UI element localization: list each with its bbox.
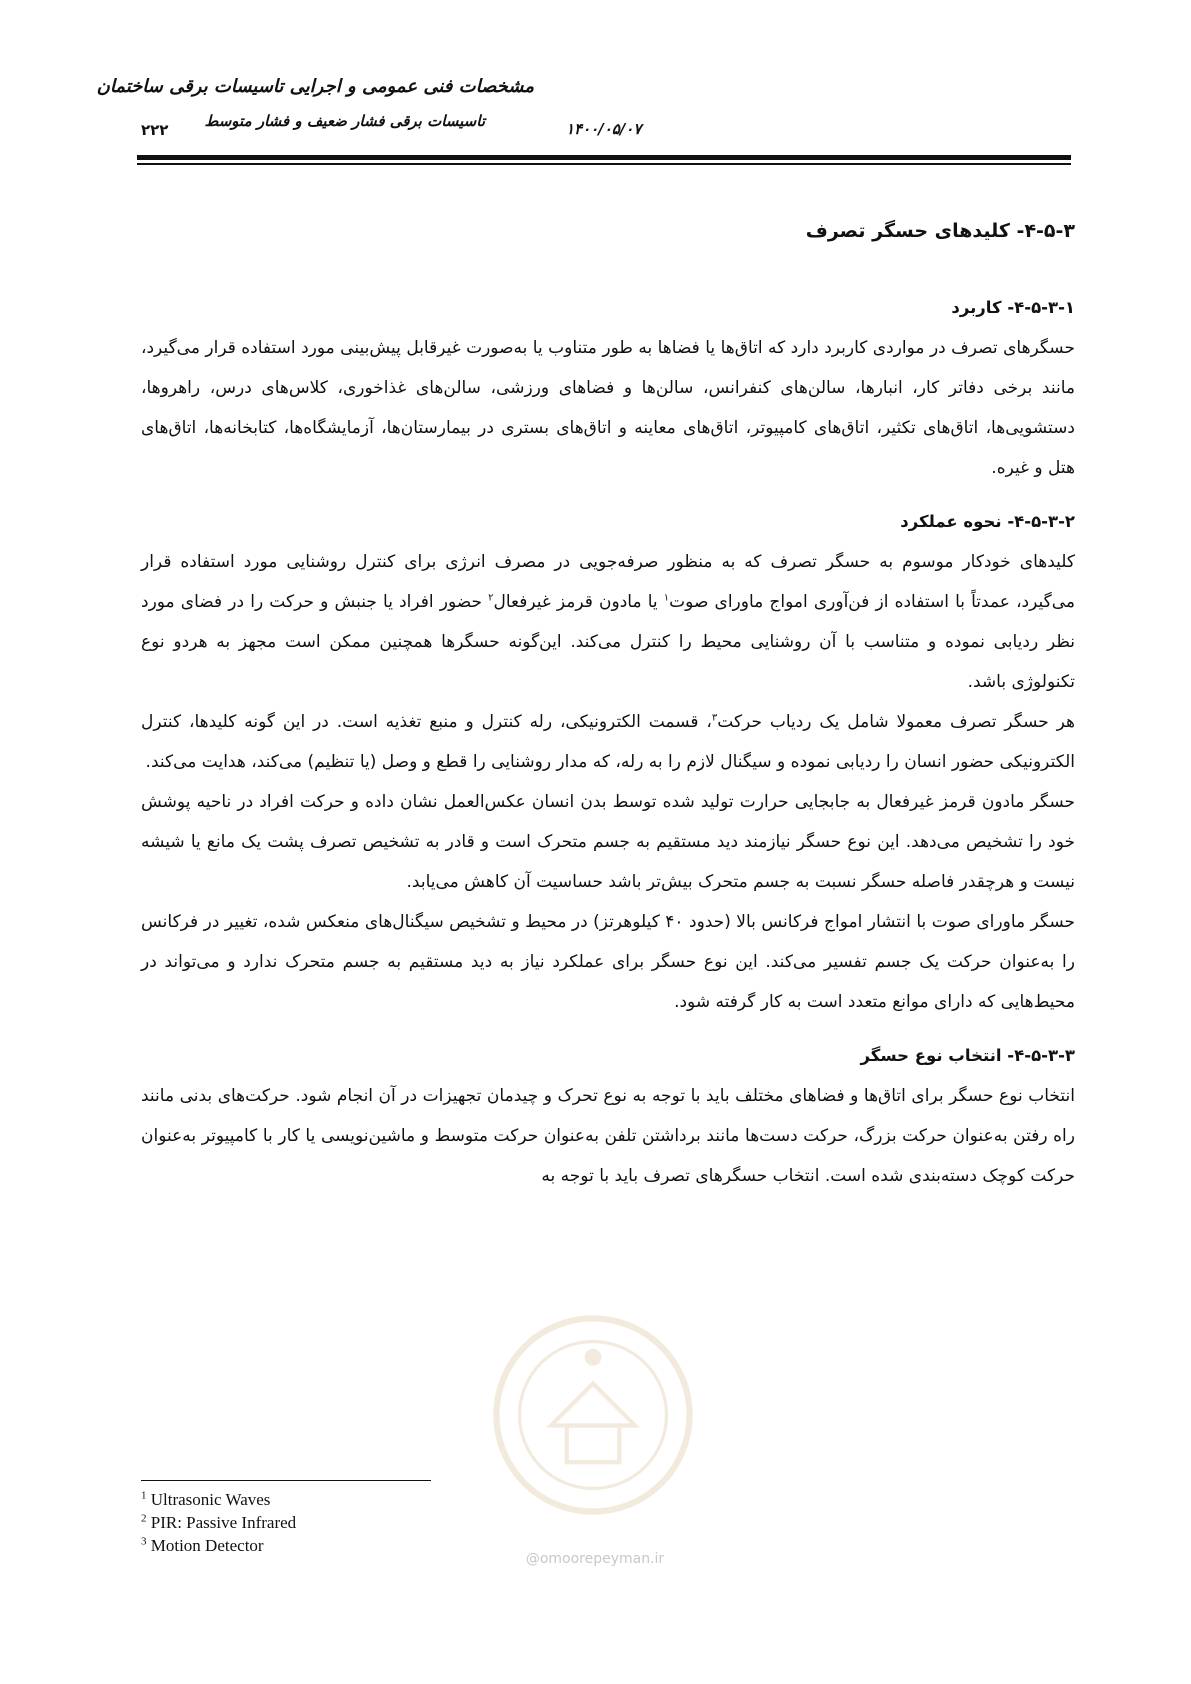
section-title: ۴-۵-۳- کلیدهای حسگر تصرف [805,220,1075,242]
header-date: ۱۴۰۰/۰۵/۰۷ [566,120,642,138]
subsection-title-selection: ۴-۵-۳-۳- انتخاب نوع حسگر [860,1046,1075,1065]
footnote-ref-1[interactable]: ۱ [663,592,670,604]
header-title: مشخصات فنی عمومی و اجرایی تاسیسات برقی ساختمان [96,76,534,97]
paragraph-operation-4: حسگر ماورای صوت با انتشار امواج فرکانس بالا (حدود ۴۰ کیلوهرتز) در محیط و تشخیص سیگنال‌های منعکس شده، تغییر در فرکانس را به‌عنوان حرکت یک جسم تفسیر می‌کند. این نوع حسگر برای عملکرد نیاز به دید مستقیم به جسم متحرک ندارد و می‌تواند در محیط‌هایی که دارای موانع متعدد است به کار گرفته شود. [141,912,1075,1012]
footnote-ref-2[interactable]: ۲ [488,592,494,604]
paragraph-operation-1: کلیدهای خودکار موسوم به حسگر تصرف که به منظور صرفه‌جویی در مصرف انرژی برای کنترل روشنایی مورد استفاده قرار می‌گیرد، عمدتاً با استفاده از فن‌آوری امواج ماورای صوت$^۱$ یا مادون قرمز غیرفعال$^۲$ حضور افراد یا جنبش و حرکت را در فضای مورد نظر ردیابی نموده و متناسب با آن روشنایی محیط را کنترل می‌کند. این‌گونه حسگرها همچنین ممکن است مجهز به هردو نوع تکنولوژی باشد. [141,552,1076,692]
header-subtitle: تاسیسات برقی فشار ضعیف و فشار متوسط [204,112,485,130]
footnote-3: $^3$ Motion Detector [141,1535,264,1555]
header-rule-thick [137,155,1071,160]
watermark-text: @omoorepeyman.ir [525,1551,665,1567]
footnote-1: $^1$ Ultrasonic Waves [141,1489,271,1509]
subsection-title-usage: ۴-۵-۳-۱- کاربرد [951,298,1075,317]
page-content [141,212,1075,1196]
seal-logo-icon [488,1310,698,1520]
paragraph-selection: انتخاب نوع حسگر برای اتاق‌ها و فضاهای مختلف باید با توجه به نوع تحرک و چیدمان تجهیزات در آن انجام شود. حرکت‌های بدنی مانند راه رفتن به‌عنوان حرکت بزرگ، حرکت دست‌ها مانند برداشتن تلفن به‌عنوان حرکت متوسط و ماشین‌نویسی یا کار با کامپیوتر به‌عنوان حرکت کوچک دسته‌بندی شده است. انتخاب حسگرهای تصرف باید با توجه به [141,1086,1075,1186]
footnote-ref-3[interactable]: ۳ [711,712,718,724]
paragraph-usage: حسگرهای تصرف در مواردی کاربرد دارد که اتاق‌ها یا فضاها به طور متناوب یا به‌صورت غیرقابل پیش‌بینی مورد استفاده قرار می‌گیرد، مانند برخی دفاتر کار، انبارها، سالن‌های کنفرانس، سالن‌ها و فضاهای ورزشی، سالن‌های غذاخوری، کلاس‌های درس، راهروها، دستشویی‌ها، اتاق‌های تکثیر، اتاق‌های کامپیوتر، اتاق‌های معاینه و اتاق‌های بستری در بیمارستان‌ها، آزمایشگاه‌ها، کتابخانه‌ها، اتاق‌های هتل و غیره. [141,338,1075,478]
paragraph-operation-2: هر حسگر تصرف معمولا شامل یک ردیاب حرکت$^۳$، قسمت الکترونیکی، رله کنترل و منبع تغذیه است. در این گونه کلیدها، کنترل الکترونیکی حضور انسان را ردیابی نموده و سیگنال لازم را به رله، که مدار روشنایی را قطع و وصل (یا تنظیم) می‌کند، هدایت می‌کند. [141,712,1075,772]
footnote-2: $^2$ PIR: Passive Infrared [141,1512,297,1532]
footnote-rule [141,1480,431,1481]
header-rule-thin [137,163,1071,165]
page-number: ۲۲۲ [141,121,169,139]
footnotes [141,1488,296,1557]
subsection-title-operation: ۴-۵-۳-۲- نحوه عملکرد [900,512,1075,531]
paragraph-operation-3: حسگر مادون قرمز غیرفعال به جابجایی حرارت تولید شده توسط بدن انسان عکس‌العمل نشان داده و حرکت افراد در ناحیه پوشش خود را تشخیص می‌دهد. این نوع حسگر نیازمند دید مستقیم به جسم متحرک است و قادر به تشخیص تصرف پشت یک مانع یا شیشه نیست و هرچقدر فاصله حسگر نسبت به جسم متحرک بیش‌تر باشد حساسیت آن کاهش می‌یابد. [141,792,1075,892]
